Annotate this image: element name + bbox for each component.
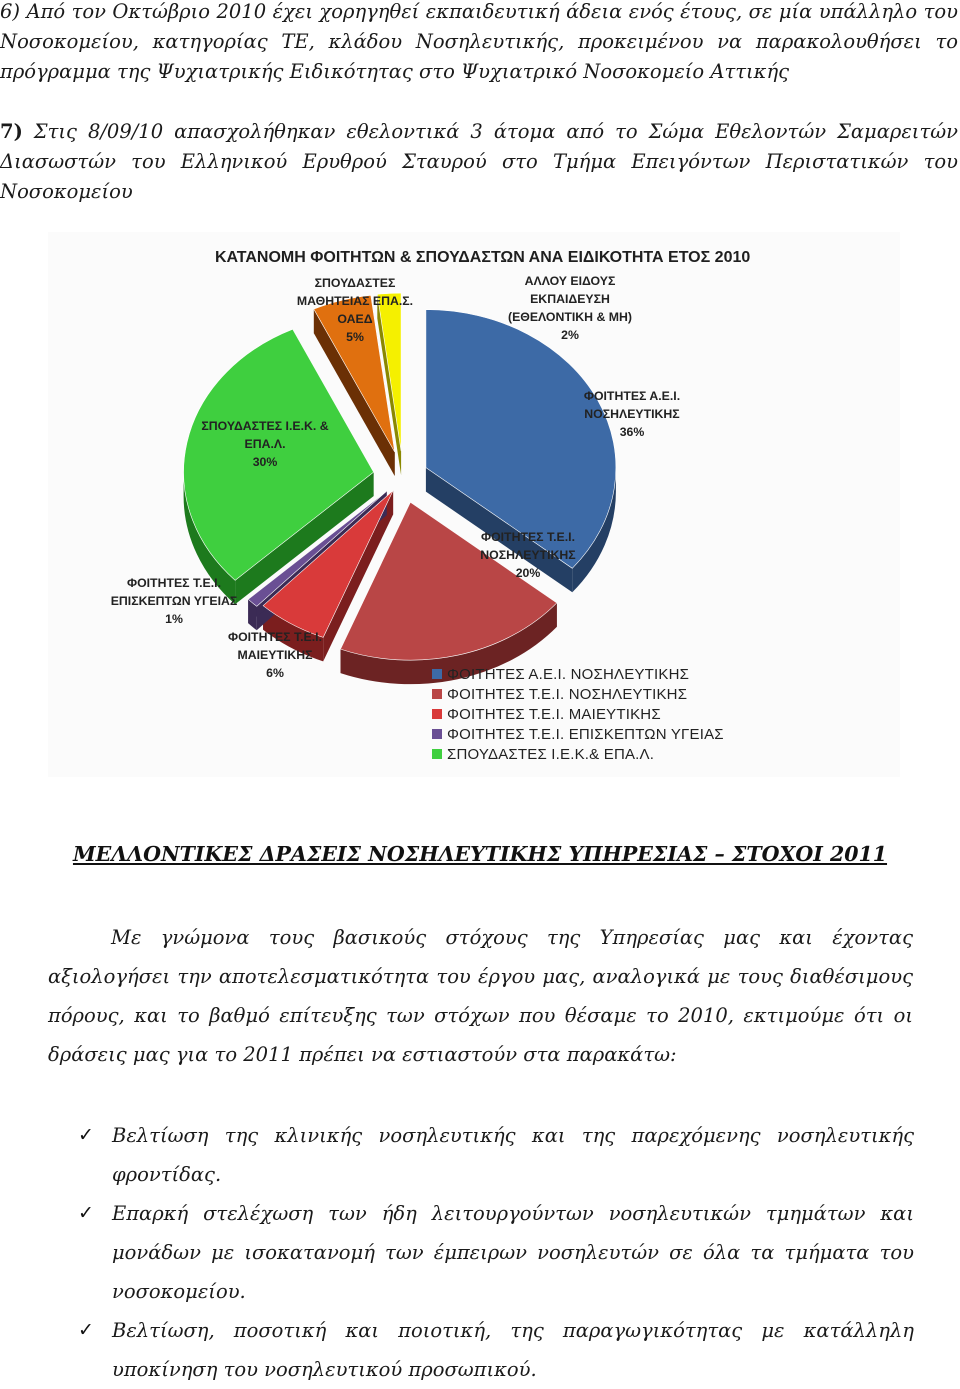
legend-swatch — [432, 709, 442, 719]
slice-label-line: ΣΠΟΥΔΑΣΤΕΣ — [314, 276, 396, 290]
slice-label-line: ΟΑΕΔ — [337, 312, 373, 326]
legend-label: ΦΟΙΤΗΤΕΣ Τ.Ε.Ι. ΕΠΙΣΚΕΠΤΩΝ ΥΓΕΙΑΣ — [447, 726, 724, 743]
goal-text: Βελτίωση της κλινικής νοσηλευτικής και της παρεχόμενης νοσηλευτικής φροντίδας. — [112, 1124, 914, 1186]
slice-label-line: ΦΟΙΤΗΤΕΣ Τ.Ε.Ι. — [126, 576, 222, 590]
slice-label-line: ΝΟΣΗΛΕΥΤΙΚΗΣ — [584, 407, 680, 421]
slice-label-line: 30% — [252, 455, 278, 469]
pie-chart-svg — [48, 232, 900, 777]
slice-label-line: 20% — [515, 566, 541, 580]
legend-swatch — [432, 669, 442, 679]
legend-swatch — [432, 729, 442, 739]
slice-label-line: 2% — [561, 328, 579, 342]
paragraph-number: 7) — [0, 120, 23, 143]
goal-item — [78, 1116, 914, 1194]
slice-label-line: 5% — [346, 330, 364, 344]
slice-label-line: ΜΑΙΕΥΤΙΚΗΣ — [237, 648, 313, 662]
slice-label-line: ΣΠΟΥΔΑΣΤΕΣ Ι.Ε.Κ. & — [201, 419, 329, 433]
intro-paragraph: Με γνώμονα τους βασικούς στόχους της Υπηρεσίας μας και έχοντας αξιολογήσει την αποτελεσματικότητα του έργου μας, αναλογικά με τους διαθέσιμους πόρους, και το βαθμό επίτευξης των στόχων που θέσαμε το 2010, εκτιμούμε ότι οι δράσεις μας για το 2011 πρέπει να εστιαστούν στα παρακάτω: — [48, 926, 913, 1066]
goal-item — [78, 1311, 914, 1389]
slice-label — [111, 576, 238, 626]
slice-label-line: ΕΠΑ.Λ. — [244, 437, 286, 451]
goal-text: Βελτίωση, ποσοτική και ποιοτική, της παραγωγικότητας με κατάλληλη υποκίνηση του νοσηλευτικού προσωπικού. — [112, 1319, 914, 1381]
legend-swatch — [432, 689, 442, 699]
legend-swatch — [432, 749, 442, 759]
slice-label-line: 6% — [266, 666, 284, 680]
checkmark-icon: ✓ — [78, 1202, 94, 1224]
paragraph-6 — [0, 0, 958, 87]
slice-label-line: ΑΛΛΟΥ ΕΙΔΟΥΣ — [524, 274, 616, 288]
legend-label: ΦΟΙΤΗΤΕΣ Τ.Ε.Ι. ΝΟΣΗΛΕΥΤΙΚΗΣ — [447, 686, 688, 703]
slice-label-line: (ΕΘΕΛΟΝΤΙΚΗ & ΜΗ) — [507, 310, 633, 324]
slice-label-line: 1% — [165, 612, 183, 626]
pie-chart — [48, 232, 900, 777]
paragraph-text: Στις 8/09/10 απασχολήθηκαν εθελοντικά 3 άτομα από το Σώμα Εθελοντών Σαμαρειτών Διασωστών του Ελληνικού Ερυθρού Σταυρού στο Τμήμα Επειγόντων Περιστατικών του Νοσοκομείου — [0, 120, 958, 203]
slice-label-line: ΜΑΘΗΤΕΙΑΣ ΕΠΑ.Σ. — [296, 294, 414, 308]
goal-text: Επαρκή στελέχωση των ήδη λειτουργούντων νοσηλευτικών τμημάτων και μονάδων με ισοκατανομή των έμπειρων νοσηλευτών σε όλα τα τμήματα του νοσοκομείου. — [112, 1202, 914, 1303]
slice-label-line: ΝΟΣΗΛΕΥΤΙΚΗΣ — [480, 548, 576, 562]
section-title: ΜΕΛΛΟΝΤΙΚΕΣ ΔΡΑΣΕΙΣ ΝΟΣΗΛΕΥΤΙΚΗΣ ΥΠΗΡΕΣΙΑΣ – ΣΤΟΧΟΙ 2011 — [72, 842, 888, 866]
paragraph-text: Από τον Οκτώβριο 2010 έχει χορηγηθεί εκπαιδευτική άδεια ενός έτους, σε μία υπάλληλο του Νοσοκομείου, κατηγορίας ΤΕ, κλάδου Νοσηλευτικής, προκειμένου να παρακολουθήσει το πρόγραμμα της Ψυχιατρικής Ειδικότητας στο Ψυχιατρικό Νοσοκομείο Αττικής — [0, 0, 958, 83]
checkmark-icon: ✓ — [78, 1124, 94, 1146]
slice-label-line: ΕΚΠΑΙΔΕΥΣΗ — [530, 292, 610, 306]
slice-label-line: ΦΟΙΤΗΤΕΣ Α.Ε.Ι. — [583, 389, 681, 403]
slice-label-line: 36% — [619, 425, 645, 439]
legend-label: ΦΟΙΤΗΤΕΣ Α.Ε.Ι. ΝΟΣΗΛΕΥΤΙΚΗΣ — [447, 666, 690, 683]
chart-title: ΚΑΤΑΝΟΜΗ ΦΟΙΤΗΤΩΝ & ΣΠΟΥΔΑΣΤΩΝ ΑΝΑ ΕΙΔΙΚΟΤΗΤΑ ΕΤΟΣ 2010 — [215, 249, 751, 266]
slice-label-line: ΕΠΙΣΚΕΠΤΩΝ ΥΓΕΙΑΣ — [110, 594, 238, 608]
legend-label: ΦΟΙΤΗΤΕΣ Τ.Ε.Ι. ΜΑΙΕΥΤΙΚΗΣ — [447, 706, 661, 723]
slice-label — [228, 630, 322, 680]
goals-list — [78, 1116, 914, 1389]
slice-label — [508, 274, 632, 342]
paragraph-number: 6) — [0, 0, 21, 23]
chart-legend — [432, 666, 724, 763]
slice-label-line: ΦΟΙΤΗΤΕΣ Τ.Ε.Ι. — [480, 530, 576, 544]
checkmark-icon: ✓ — [78, 1319, 94, 1341]
slice-label-line: ΦΟΙΤΗΤΕΣ Τ.Ε.Ι. — [227, 630, 323, 644]
legend-label: ΣΠΟΥΔΑΣΤΕΣ Ι.Ε.Κ.& ΕΠΑ.Λ. — [447, 746, 655, 763]
goal-item — [78, 1194, 914, 1311]
paragraph-7 — [0, 117, 958, 207]
